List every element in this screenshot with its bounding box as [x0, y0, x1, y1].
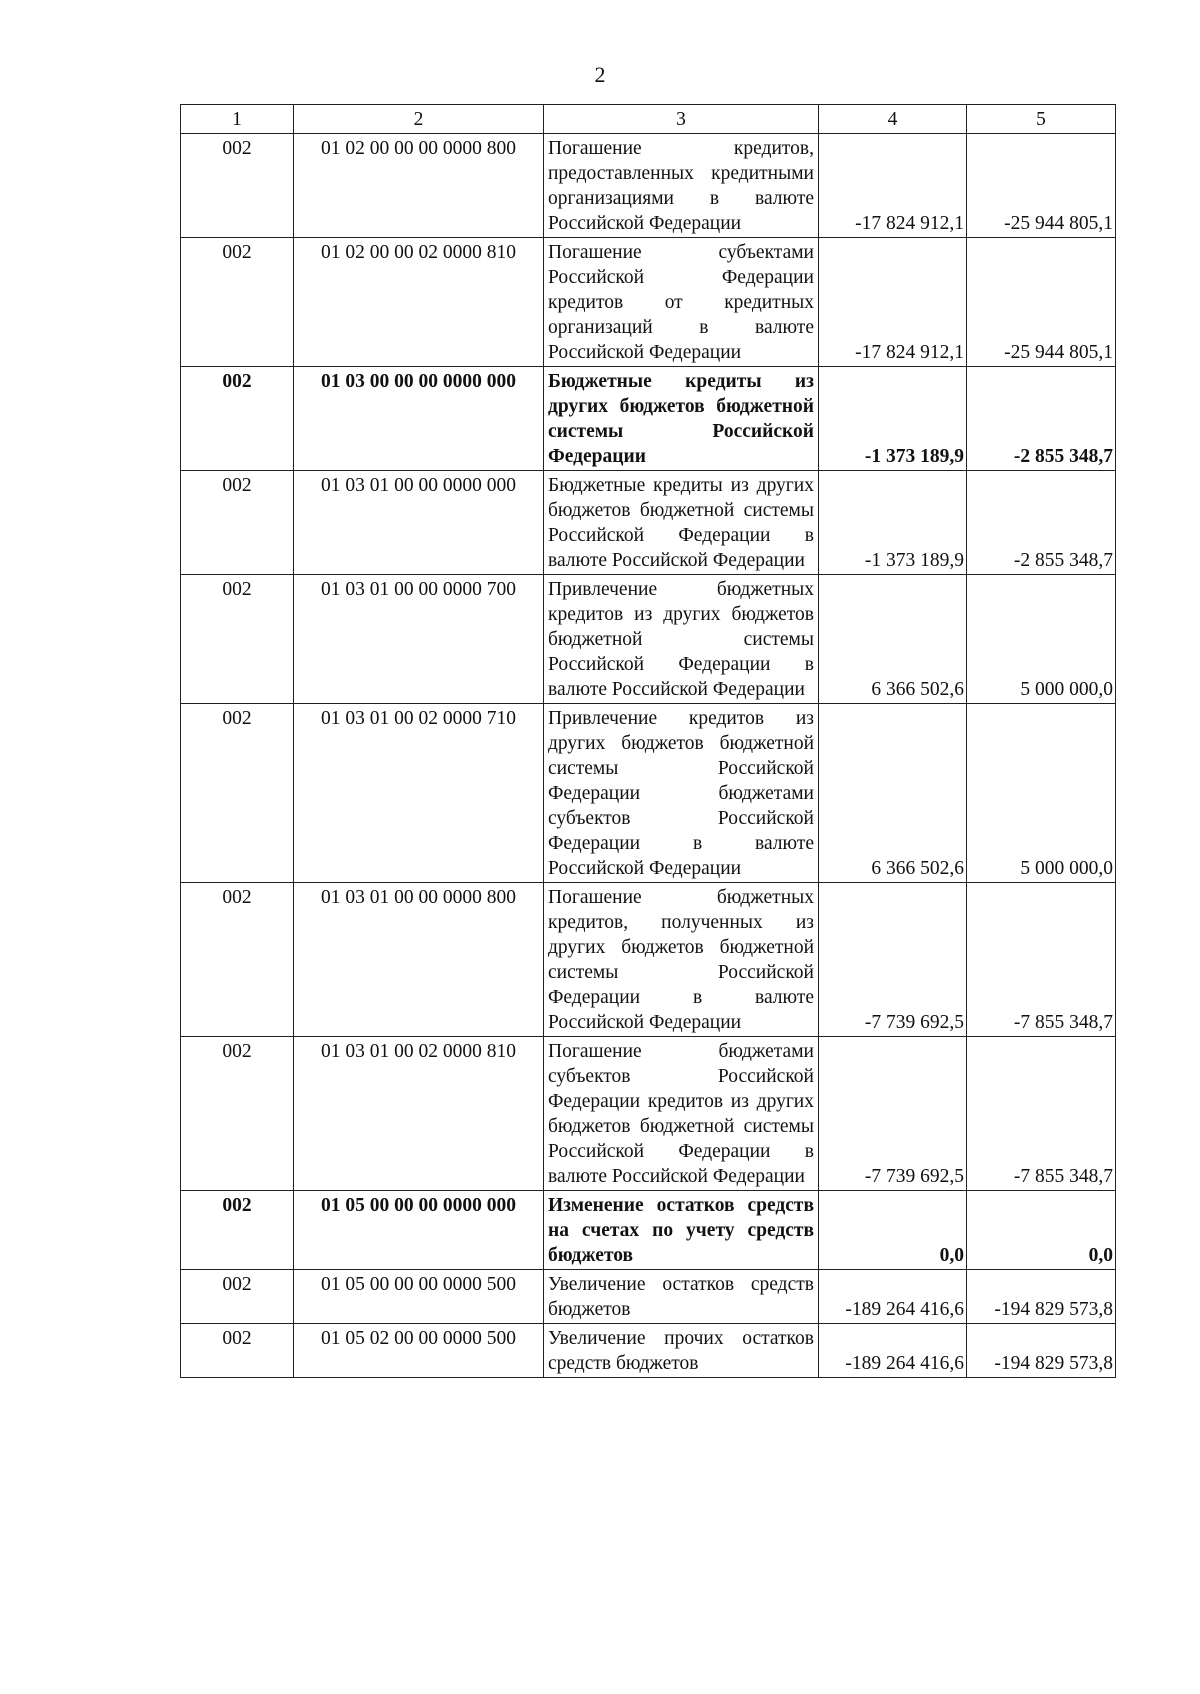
- amount-year-2-cell: -7 855 348,7: [967, 883, 1116, 1037]
- budget-classification-code-cell: 01 03 01 00 00 0000 700: [294, 575, 544, 704]
- table-row: [181, 238, 1116, 367]
- table-row: [181, 883, 1116, 1037]
- amount-year-2-cell: 5 000 000,0: [967, 575, 1116, 704]
- amount-year-1-cell: 6 366 502,6: [819, 575, 967, 704]
- admin-code-cell: 002: [181, 238, 294, 367]
- budget-classification-code-cell: 01 05 00 00 00 0000 500: [294, 1270, 544, 1324]
- source-name-cell: Погашение бюджетами субъектов Российской Федерации кредитов из других бюджетов бюджетной системы Российской Федерации в валюте Российской Федерации: [544, 1037, 819, 1191]
- budget-classification-code-cell: 01 03 01 00 02 0000 810: [294, 1037, 544, 1191]
- header-row: [181, 105, 1116, 134]
- amount-year-1-cell: 6 366 502,6: [819, 704, 967, 883]
- source-name-cell: Бюджетные кредиты из других бюджетов бюджетной системы Российской Федерации: [544, 367, 819, 471]
- budget-classification-code-cell: 01 02 00 00 02 0000 810: [294, 238, 544, 367]
- table-row: [181, 1037, 1116, 1191]
- amount-year-1-cell: -189 264 416,6: [819, 1324, 967, 1378]
- admin-code-cell: 002: [181, 471, 294, 575]
- column-header-4: 4: [819, 105, 967, 134]
- amount-year-2-cell: -2 855 348,7: [967, 471, 1116, 575]
- amount-year-1-cell: 0,0: [819, 1191, 967, 1270]
- table-row: [181, 367, 1116, 471]
- table-row: [181, 1191, 1116, 1270]
- budget-classification-code-cell: 01 03 01 00 00 0000 800: [294, 883, 544, 1037]
- amount-year-2-cell: -25 944 805,1: [967, 134, 1116, 238]
- source-name-cell: Погашение бюджетных кредитов, полученных из других бюджетов бюджетной системы Российской Федерации в валюте Российской Федерации: [544, 883, 819, 1037]
- table-row: [181, 575, 1116, 704]
- admin-code-cell: 002: [181, 575, 294, 704]
- table-body: [181, 134, 1116, 1378]
- amount-year-2-cell: -194 829 573,8: [967, 1324, 1116, 1378]
- table-header: [181, 105, 1116, 134]
- table-row: [181, 471, 1116, 575]
- budget-classification-code-cell: 01 03 01 00 02 0000 710: [294, 704, 544, 883]
- amount-year-1-cell: -1 373 189,9: [819, 367, 967, 471]
- column-header-3: 3: [544, 105, 819, 134]
- source-name-cell: Бюджетные кредиты из других бюджетов бюджетной системы Российской Федерации в валюте Российской Федерации: [544, 471, 819, 575]
- admin-code-cell: 002: [181, 1270, 294, 1324]
- column-header-5: 5: [967, 105, 1116, 134]
- source-name-cell: Привлечение бюджетных кредитов из других бюджетов бюджетной системы Российской Федерации в валюте Российской Федерации: [544, 575, 819, 704]
- source-name-cell: Увеличение прочих остатков средств бюджетов: [544, 1324, 819, 1378]
- amount-year-2-cell: 0,0: [967, 1191, 1116, 1270]
- table-row: [181, 704, 1116, 883]
- amount-year-1-cell: -1 373 189,9: [819, 471, 967, 575]
- source-name-cell: Погашение кредитов, предоставленных кредитными организациями в валюте Российской Федерации: [544, 134, 819, 238]
- amount-year-2-cell: -2 855 348,7: [967, 367, 1116, 471]
- admin-code-cell: 002: [181, 883, 294, 1037]
- sources-financing-table: [180, 104, 1116, 1378]
- admin-code-cell: 002: [181, 367, 294, 471]
- budget-classification-code-cell: 01 03 00 00 00 0000 000: [294, 367, 544, 471]
- amount-year-2-cell: -7 855 348,7: [967, 1037, 1116, 1191]
- admin-code-cell: 002: [181, 1191, 294, 1270]
- budget-classification-code-cell: 01 05 02 00 00 0000 500: [294, 1324, 544, 1378]
- admin-code-cell: 002: [181, 1324, 294, 1378]
- amount-year-2-cell: 5 000 000,0: [967, 704, 1116, 883]
- source-name-cell: Изменение остатков средств на счетах по учету средств бюджетов: [544, 1191, 819, 1270]
- column-header-1: 1: [181, 105, 294, 134]
- amount-year-1-cell: -17 824 912,1: [819, 238, 967, 367]
- column-header-2: 2: [294, 105, 544, 134]
- table-row: [181, 1324, 1116, 1378]
- admin-code-cell: 002: [181, 1037, 294, 1191]
- page-number: 2: [594, 62, 606, 87]
- source-name-cell: Увеличение остатков средств бюджетов: [544, 1270, 819, 1324]
- amount-year-1-cell: -17 824 912,1: [819, 134, 967, 238]
- amount-year-1-cell: -7 739 692,5: [819, 1037, 967, 1191]
- source-name-cell: Привлечение кредитов из других бюджетов бюджетной системы Российской Федерации бюджетами субъектов Российской Федерации в валюте Российской Федерации: [544, 704, 819, 883]
- amount-year-2-cell: -25 944 805,1: [967, 238, 1116, 367]
- admin-code-cell: 002: [181, 704, 294, 883]
- budget-classification-code-cell: 01 05 00 00 00 0000 000: [294, 1191, 544, 1270]
- table-row: [181, 134, 1116, 238]
- budget-classification-code-cell: 01 02 00 00 00 0000 800: [294, 134, 544, 238]
- amount-year-1-cell: -7 739 692,5: [819, 883, 967, 1037]
- source-name-cell: Погашение субъектами Российской Федерации кредитов от кредитных организаций в валюте Российской Федерации: [544, 238, 819, 367]
- table-row: [181, 1270, 1116, 1324]
- budget-classification-code-cell: 01 03 01 00 00 0000 000: [294, 471, 544, 575]
- amount-year-2-cell: -194 829 573,8: [967, 1270, 1116, 1324]
- amount-year-1-cell: -189 264 416,6: [819, 1270, 967, 1324]
- admin-code-cell: 002: [181, 134, 294, 238]
